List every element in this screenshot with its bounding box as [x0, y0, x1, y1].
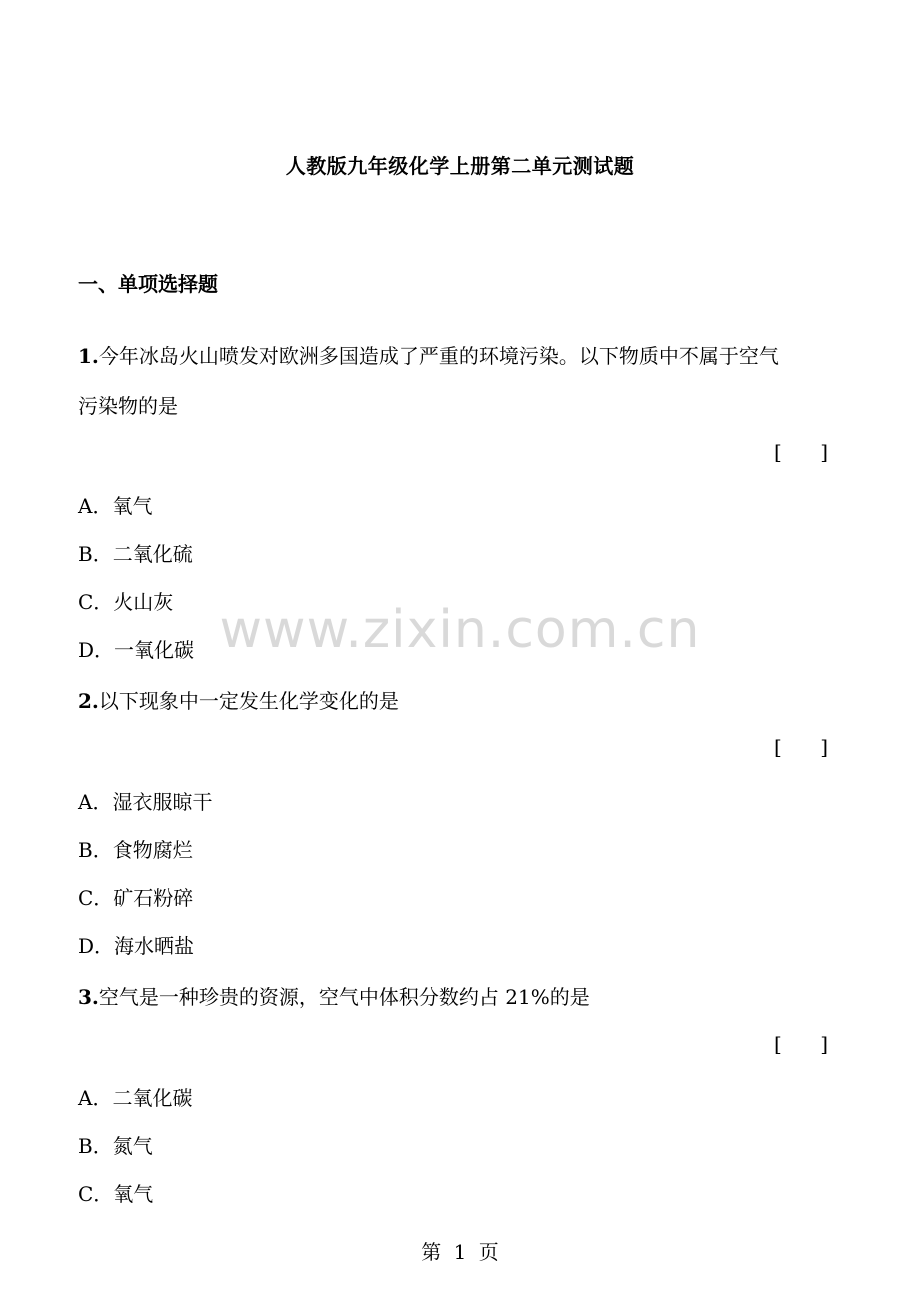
section-heading: 一、单项选择题 — [78, 272, 218, 296]
question-3-text: 空气是一种珍贵的资源，空气中体积分数约占 21%的是 — [98, 985, 590, 1009]
question-3-option-a: A．二氧化碳 — [78, 1086, 193, 1110]
question-3-number: 3. — [78, 985, 99, 1009]
question-1-option-b: B．二氧化硫 — [78, 542, 193, 566]
question-2-option-a: A．湿衣服晾干 — [78, 790, 213, 814]
question-2-option-b: B．食物腐烂 — [78, 838, 193, 862]
bracket-open: [ — [774, 1032, 782, 1056]
document-title: 人教版九年级化学上册第二单元测试题 — [285, 154, 635, 178]
question-1-option-d: D．一氧化碳 — [78, 638, 195, 662]
question-1-answer-bracket — [774, 440, 828, 464]
bracket-close: ] — [820, 440, 828, 464]
question-1-text-line2: 污染物的是 — [78, 394, 178, 418]
question-1-option-c: C．火山灰 — [78, 590, 174, 614]
question-2-stem — [78, 685, 399, 714]
question-3-option-c: C．氧气 — [78, 1182, 154, 1206]
watermark: www.zixin.com.cn — [219, 600, 701, 660]
question-2-number: 2. — [78, 689, 99, 713]
page-number-footer: 第 1 页 — [421, 1240, 499, 1264]
question-2-answer-bracket — [774, 735, 828, 759]
question-1-text-line1: 今年冰岛火山喷发对欧洲多国造成了严重的环境污染。以下物质中不属于空气 — [98, 344, 779, 368]
question-1-option-a: A．氧气 — [78, 494, 153, 518]
question-2-option-d: D．海水晒盐 — [78, 934, 195, 958]
question-3-answer-bracket — [774, 1032, 828, 1056]
bracket-close: ] — [820, 1032, 828, 1056]
question-1-number: 1. — [78, 344, 99, 368]
question-3-option-b: B．氮气 — [78, 1134, 153, 1158]
question-3-stem — [78, 981, 590, 1010]
question-2-text: 以下现象中一定发生化学变化的是 — [98, 689, 399, 713]
bracket-close: ] — [820, 735, 828, 759]
question-1-stem — [78, 340, 779, 369]
question-2-option-c: C．矿石粉碎 — [78, 886, 194, 910]
bracket-open: [ — [774, 735, 782, 759]
bracket-open: [ — [774, 440, 782, 464]
